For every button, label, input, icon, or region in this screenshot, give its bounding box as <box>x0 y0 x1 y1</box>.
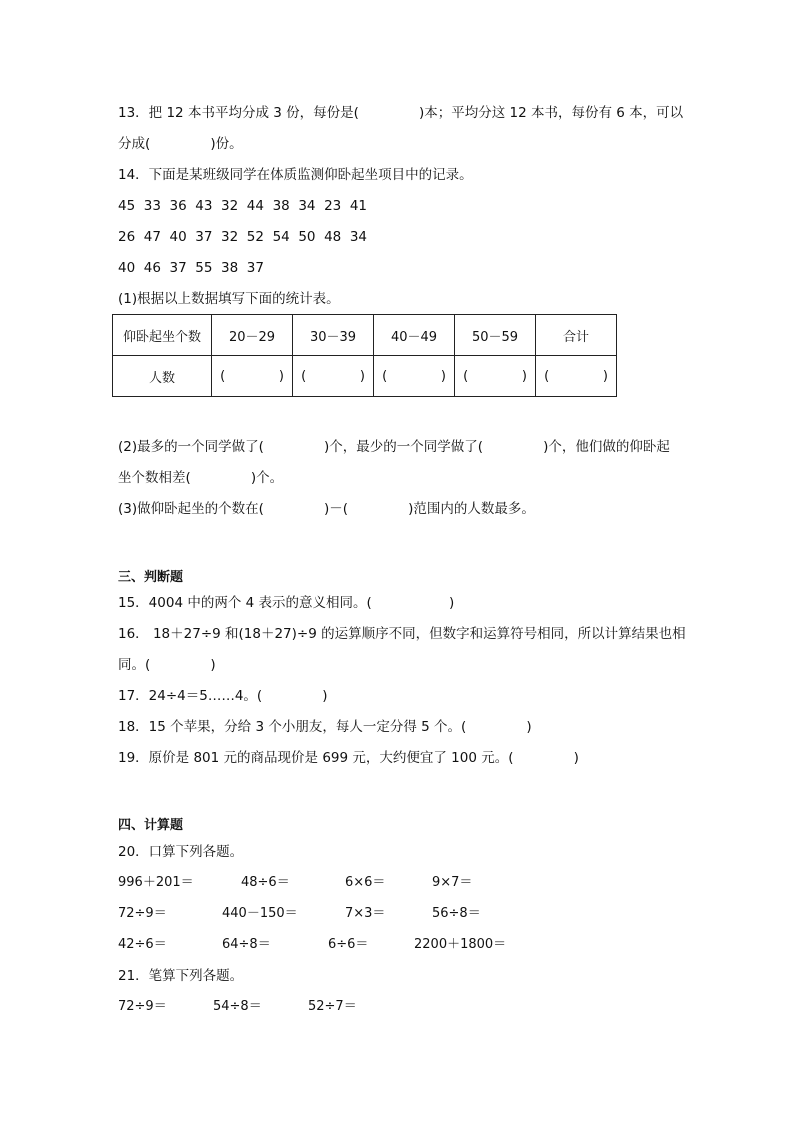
q14-data-row-1: 45 33 36 43 32 44 38 34 23 41 <box>118 198 368 214</box>
q14-part-2-line-2: 坐个数相差( )个。 <box>118 470 284 486</box>
q15: 15．4004 中的两个 4 表示的意义相同。( ) <box>118 595 455 611</box>
oral-problem: 996＋201＝ <box>118 875 194 890</box>
table-total-header: 合计 <box>536 315 617 356</box>
oral-problem: 6÷6＝ <box>328 937 369 952</box>
q14-data-row-3: 40 46 37 55 38 37 <box>118 260 264 276</box>
table-range-20-29: 20－29 <box>212 315 293 356</box>
table-range-40-49: 40－49 <box>374 315 455 356</box>
q18: 18．15 个苹果，分给 3 个小朋友，每人一定分得 5 个。( ) <box>118 719 532 735</box>
table-blank-cell[interactable]: ( ) <box>293 356 374 397</box>
q21-stem: 21．笔算下列各题。 <box>118 968 244 984</box>
oral-problem: 7×3＝ <box>345 906 386 921</box>
table-count-row <box>113 356 617 397</box>
oral-problem: 6×6＝ <box>345 875 386 890</box>
written-problem: 54÷8＝ <box>213 999 262 1014</box>
q20-stem: 20．口算下列各题。 <box>118 844 244 860</box>
table-blank-cell[interactable]: ( ) <box>455 356 536 397</box>
q14-part-1: (1)根据以上数据填写下面的统计表。 <box>118 291 340 307</box>
table-range-50-59: 50－59 <box>455 315 536 356</box>
table-header-label: 仰卧起坐个数 <box>113 315 212 356</box>
oral-problem: 42÷6＝ <box>118 937 167 952</box>
statistics-table <box>112 314 617 397</box>
q13-line-2: 分成( )份。 <box>118 136 243 152</box>
oral-problem: 2200＋1800＝ <box>414 937 507 952</box>
table-blank-cell[interactable]: ( ) <box>374 356 455 397</box>
oral-problem: 440－150＝ <box>222 906 298 921</box>
q14-part-3: (3)做仰卧起坐的个数在( )－( )范围内的人数最多。 <box>118 501 535 517</box>
section-4-title: 四、计算题 <box>118 818 184 833</box>
q19: 19．原价是 801 元的商品现价是 699 元，大约便宜了 100 元。( ) <box>118 750 579 766</box>
q16-line-1: 16． 18＋27÷9 和(18＋27)÷9 的运算顺序不同，但数字和运算符号相同，所以计算结果也相 <box>118 626 686 642</box>
q14-part-2-line-1: (2)最多的一个同学做了( )个，最少的一个同学做了( )个，他们做的仰卧起 <box>118 439 670 455</box>
q16-line-2: 同。( ) <box>118 657 216 673</box>
q14-data-row-2: 26 47 40 37 32 52 54 50 48 34 <box>118 229 368 245</box>
q17: 17．24÷4＝5……4。( ) <box>118 688 328 704</box>
table-header-row <box>113 315 617 356</box>
section-3-title: 三、判断题 <box>118 570 184 585</box>
oral-problem: 72÷9＝ <box>118 906 167 921</box>
oral-problem: 48÷6＝ <box>241 875 290 890</box>
oral-problem: 9×7＝ <box>432 875 473 890</box>
table-blank-cell[interactable]: ( ) <box>212 356 293 397</box>
written-problem: 72÷9＝ <box>118 999 167 1014</box>
q13-line-1: 13．把 12 本书平均分成 3 份，每份是( )本；平均分这 12 本书，每份有 6 本，可以 <box>118 105 684 121</box>
oral-problem: 64÷8＝ <box>222 937 271 952</box>
written-problem: 52÷7＝ <box>308 999 357 1014</box>
q14-stem: 14．下面是某班级同学在体质监测仰卧起坐项目中的记录。 <box>118 167 473 183</box>
oral-problem: 56÷8＝ <box>432 906 481 921</box>
table-row-label: 人数 <box>113 356 212 397</box>
table-blank-cell[interactable]: ( ) <box>536 356 617 397</box>
table-range-30-39: 30－39 <box>293 315 374 356</box>
